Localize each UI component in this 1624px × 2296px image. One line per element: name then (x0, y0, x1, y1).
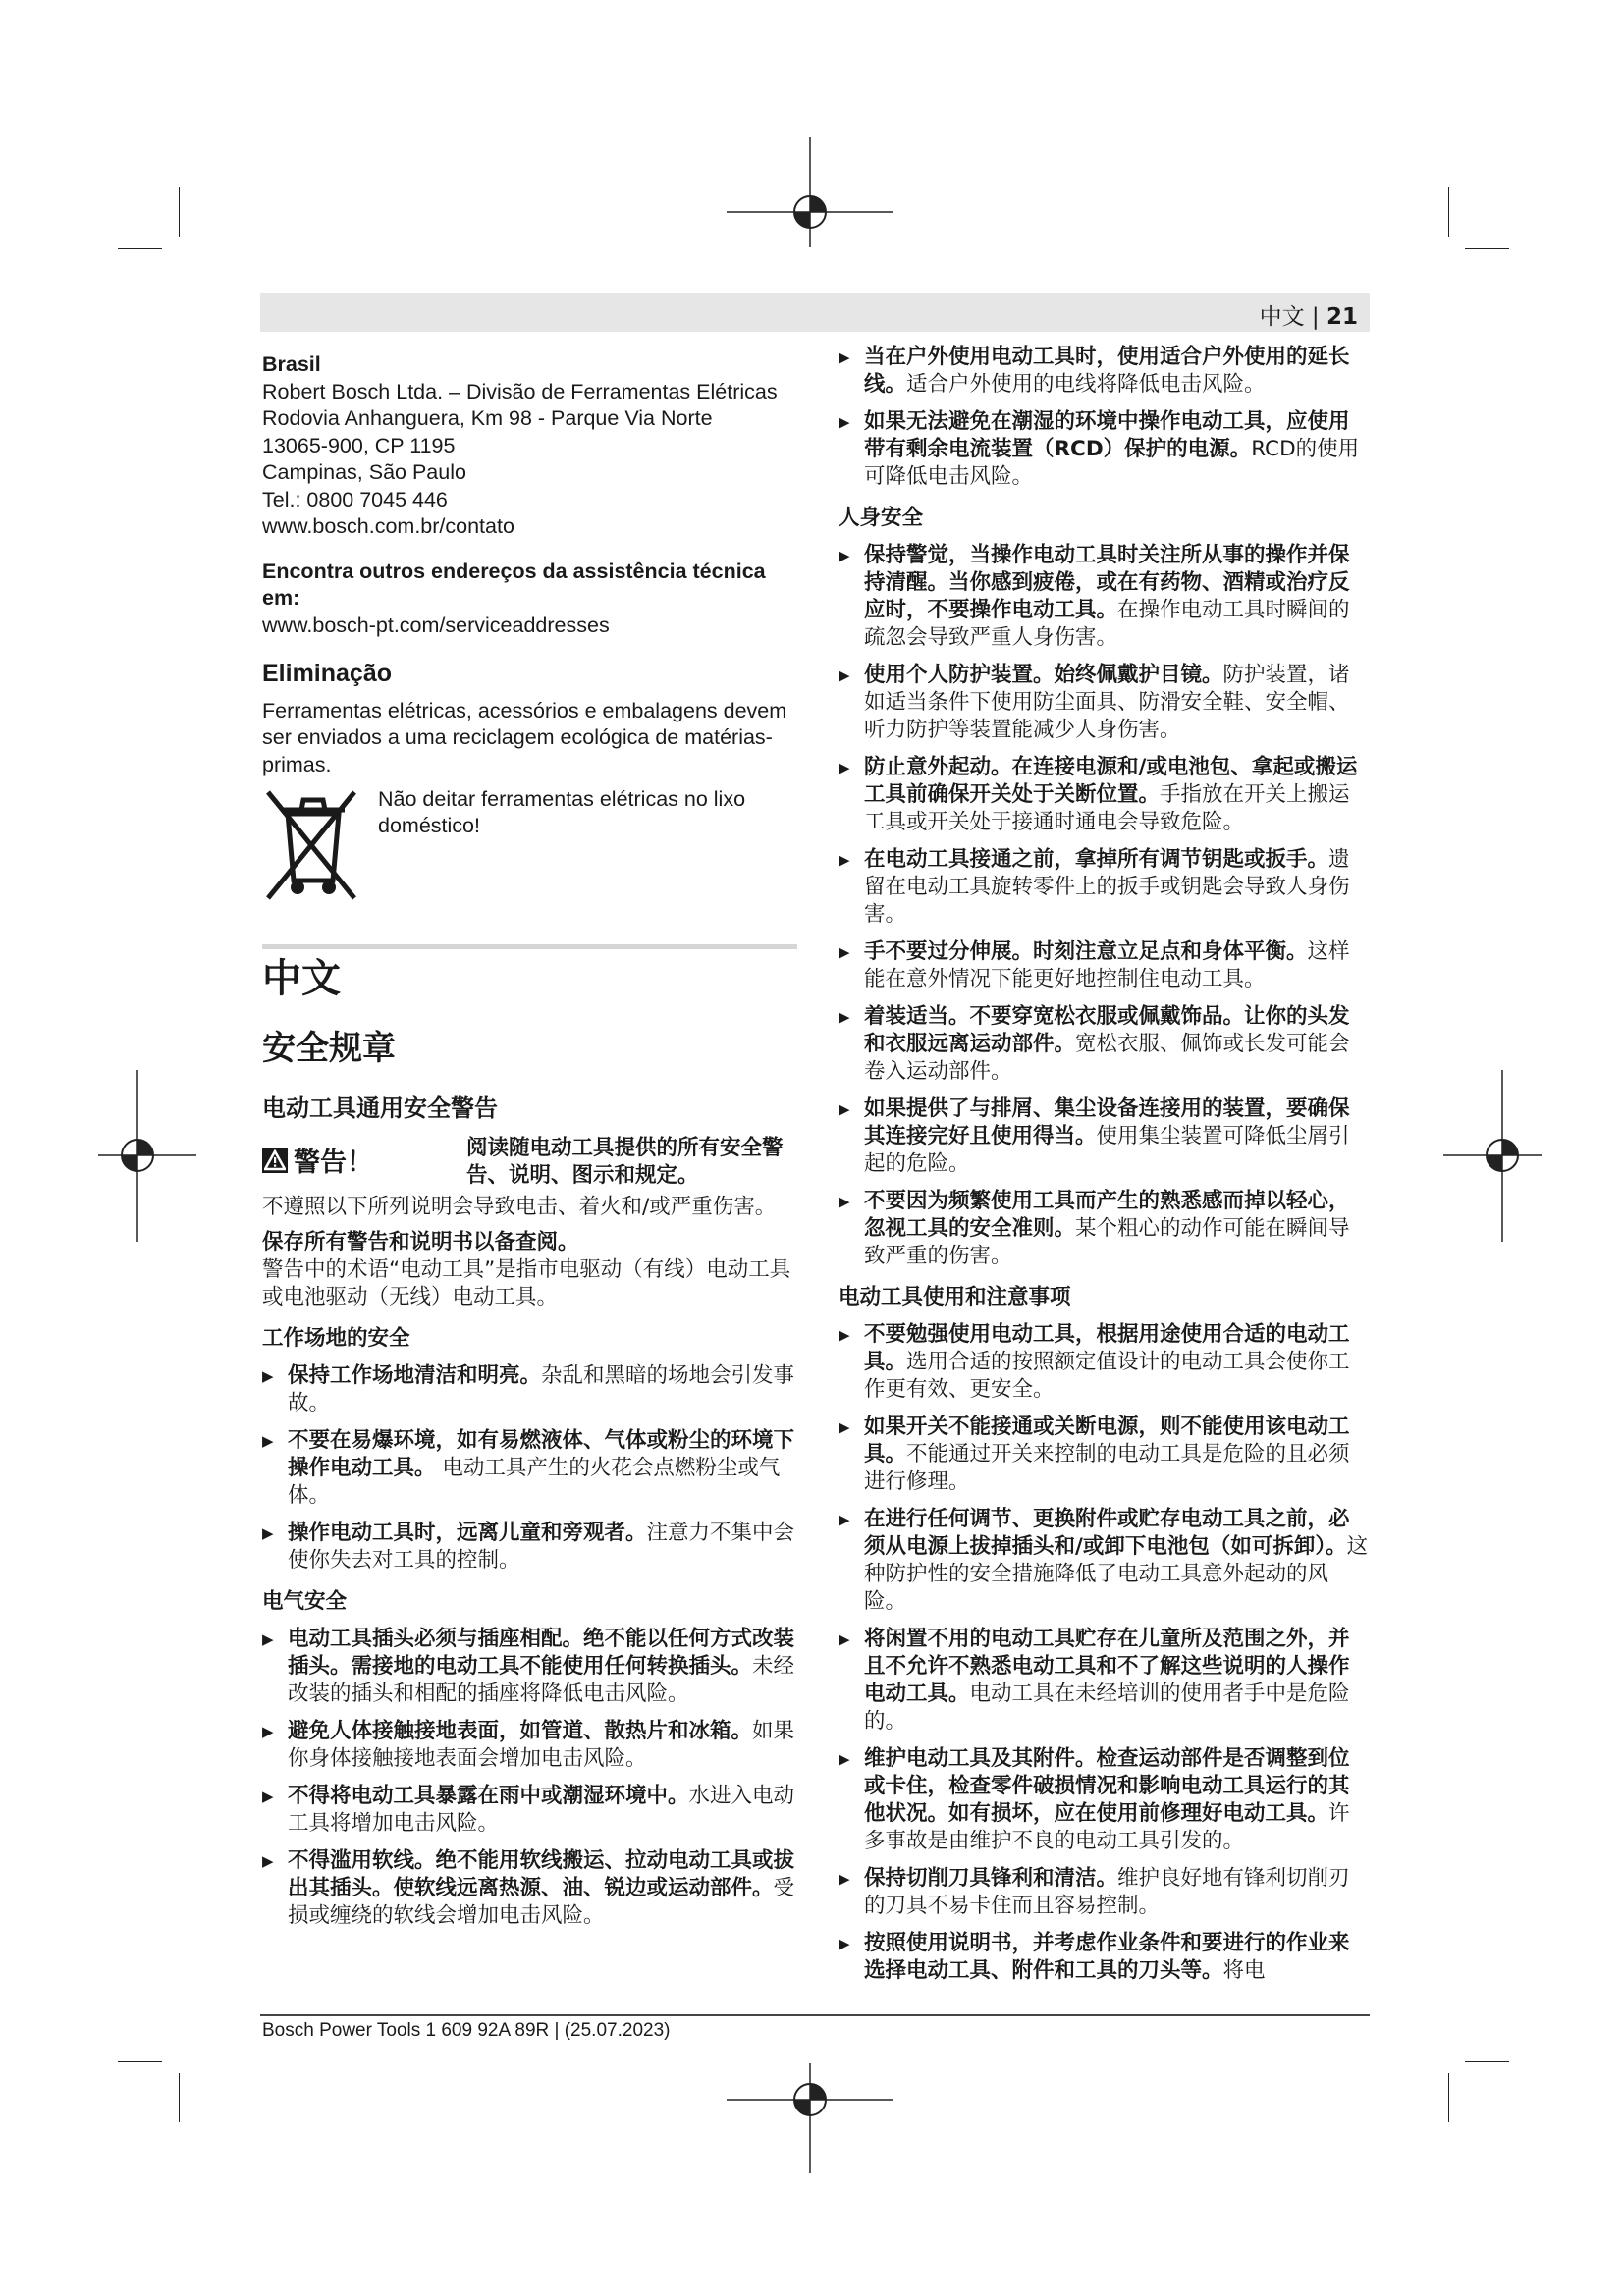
electrical-list (262, 1626, 797, 1930)
left-column (262, 351, 797, 909)
list-item: ▶ 使用个人防护装置。始终佩戴护目镜。防护装置，诸如适当条件下使用防尘面具、防滑安全鞋、安全帽、听力防护等装置能减少人身伤害。 (839, 662, 1369, 744)
header-section: 中文 | (1259, 304, 1326, 330)
work-area-heading: 工作场地的安全 (262, 1326, 410, 1351)
list-item: ▶ 避免人体接触接地表面，如管道、散热片和冰箱。如果你身体接触接地表面会增加电击风险。 (262, 1718, 797, 1773)
address-block (262, 351, 797, 639)
list-item: ▶ 着装适当。不要穿宽松衣服或佩戴饰品。让你的头发和衣服远离运动部件。宽松衣服、佩饰或长发可能会卷入运动部件。 (839, 1003, 1369, 1086)
footer-text: Bosch Power Tools 1 609 92A 89R | (25.07.2023) (262, 2020, 671, 2041)
list-item: ▶ 在进行任何调节、更换附件或贮存电动工具之前，必须从电源上拔掉插头和/或卸下电池包（如可拆卸）。这种防护性的安全措施降低了电动工具意外起动的风险。 (839, 1506, 1369, 1616)
warning-bold-text: 阅读随电动工具提供的所有安全警告、说明、图示和规定。 (466, 1136, 784, 1188)
list-item: ▶ 手不要过分伸展。时刻注意立足点和身体平衡。这样能在意外情况下能更好地控制住电动工具。 (839, 938, 1369, 993)
list-item: ▶ 当在户外使用电动工具时，使用适合户外使用的延长线。适合户外使用的电线将降低电击风险。 (839, 344, 1369, 399)
list-item: ▶ 保持切削刀具锋利和清洁。维护良好地有锋利切削刃的刀具不易卡住而且容易控制。 (839, 1865, 1369, 1920)
list-item: ▶ 保持工作场地清洁和明亮。杂乱和黑暗的场地会引发事故。 (262, 1362, 797, 1417)
crossed-out-wheelie-bin-icon (262, 786, 360, 904)
warning-signal (262, 1141, 373, 1179)
term-definition: 警告中的术语“电动工具”是指市电驱动（有线）电动工具或电池驱动（无线）电动工具。 (262, 1257, 791, 1309)
more-addresses-heading: Encontra outros endereços da assistência técnica em: (262, 559, 766, 610)
more-addresses-url: www.bosch-pt.com/serviceaddresses (262, 613, 610, 637)
header-label (1260, 298, 1358, 331)
address-line: www.bosch.com.br/contato (262, 514, 514, 538)
list-item: ▶ 在电动工具接通之前，拿掉所有调节钥匙或扳手。遗留在电动工具旋转零件上的扳手或钥匙会导致人身伤害。 (839, 846, 1369, 929)
language-heading: 中文 (262, 956, 341, 1001)
registration-mark-top (727, 137, 893, 247)
list-item: ▶ 将闲置不用的电动工具贮存在儿童所及范围之外，并且不允许不熟悉电动工具和不了解这些说明的人操作电动工具。电动工具在未经培训的使用者手中是危险的。 (839, 1626, 1369, 1735)
list-item: ▶ 电动工具插头必须与插座相配。绝不能以任何方式改装插头。需接地的电动工具不能使用任何转换插头。未经改装的插头和相配的插座将降低电击风险。 (262, 1626, 797, 1708)
address-line: Campinas, São Paulo (262, 460, 466, 484)
disposal-notice (262, 786, 797, 909)
registration-mark-right (1443, 1070, 1542, 1242)
list-item: ▶ 不要因为频繁使用工具而产生的熟悉感而掉以轻心，忽视工具的安全准则。某个粗心的动作可能在瞬间导致严重的伤害。 (839, 1188, 1369, 1270)
address-line: 13065-900, CP 1195 (262, 433, 456, 457)
registration-mark-left (98, 1070, 196, 1242)
disposal-section (262, 661, 797, 909)
warning-triangle-icon (262, 1148, 288, 1173)
warning-signal-word: 警告！ (294, 1148, 373, 1178)
use-care-heading: 电动工具使用和注意事项 (839, 1285, 1071, 1309)
electrical-list-continued (839, 344, 1369, 491)
section-divider (262, 944, 797, 949)
keep-instructions: 保存所有警告和说明书以备查阅。 (262, 1230, 579, 1255)
general-warnings-heading: 电动工具通用安全警告 (262, 1095, 498, 1122)
disposal-icon-text: Não deitar ferramentas elétricas no lixo doméstico! (378, 787, 746, 837)
list-item: ▶ 如果无法避免在潮湿的环境中操作电动工具，应使用带有剩余电流装置（RCD）保护的电源。RCD的使用可降低电击风险。 (839, 408, 1369, 491)
footer-rule (260, 2014, 1370, 2016)
list-item: ▶ 操作电动工具时，远离儿童和旁观者。注意力不集中会使你失去对工具的控制。 (262, 1520, 797, 1575)
address-line: Robert Bosch Ltda. – Divisão de Ferramentas Elétricas (262, 379, 778, 403)
disposal-text: Ferramentas elétricas, acessórios e embalagens devem ser enviados a uma reciclagem ecológica de matérias-primas. (262, 698, 787, 776)
work-area-list (262, 1362, 797, 1575)
list-item: ▶ 如果提供了与排屑、集尘设备连接用的装置，要确保其连接完好且使用得当。使用集尘装置可降低尘屑引起的危险。 (839, 1095, 1369, 1178)
address-line: Rodovia Anhanguera, Km 98 - Parque Via Norte (262, 406, 713, 430)
safety-heading: 安全规章 (262, 1029, 396, 1068)
page-number: 21 (1326, 304, 1358, 330)
warning-block (262, 1135, 797, 1194)
address-line: Tel.: 0800 7045 446 (262, 487, 448, 511)
list-item: ▶ 保持警觉，当操作电动工具时关注所从事的操作并保持清醒。当你感到疲倦，或在有药物、酒精或治疗反应时，不要操作电动工具。在操作电动工具时瞬间的疏忽会导致严重人身伤害。 (839, 542, 1369, 652)
list-item: ▶ 不得将电动工具暴露在雨中或潮湿环境中。水进入电动工具将增加电击风险。 (262, 1783, 797, 1838)
use-care-list (839, 1321, 1369, 1985)
list-item: ▶ 维护电动工具及其附件。检查运动部件是否调整到位或卡住，检查零件破损情况和影响电动工具运行的其他状况。如有损坏，应在使用前修理好电动工具。许多事故是由维护不良的电动工具引发的。 (839, 1745, 1369, 1855)
personal-safety-heading: 人身安全 (839, 506, 924, 530)
list-item: ▶ 不要在易爆环境，如有易燃液体、气体或粉尘的环境下操作电动工具。 电动工具产生的火花会点燃粉尘或气体。 (262, 1427, 797, 1510)
address-country: Brasil (262, 352, 321, 376)
registration-mark-bottom (727, 2063, 893, 2173)
personal-safety-list (839, 542, 1369, 1270)
electrical-heading: 电气安全 (262, 1589, 348, 1614)
warning-text: 不遵照以下所列说明会导致电击、着火和/或严重伤害。 (262, 1195, 777, 1219)
list-item: ▶ 不要勉强使用电动工具，根据用途使用合适的电动工具。选用合适的按照额定值设计的电动工具会使你工作更有效、更安全。 (839, 1321, 1369, 1404)
page-header (260, 293, 1370, 332)
list-item: ▶ 按照使用说明书，并考虑作业条件和要进行的作业来选择电动工具、附件和工具的刀头等。将电 (839, 1930, 1369, 1985)
list-item: ▶ 不得滥用软线。绝不能用软线搬运、拉动电动工具或拔出其插头。使软线远离热源、油、锐边或运动部件。受损或缠绕的软线会增加电击风险。 (262, 1847, 797, 1930)
left-column-chinese (262, 954, 797, 1930)
list-item: ▶ 如果开关不能接通或关断电源，则不能使用该电动工具。不能通过开关来控制的电动工具是危险的且必须进行修理。 (839, 1414, 1369, 1496)
list-item: ▶ 防止意外起动。在连接电源和/或电池包、拿起或搬运工具前确保开关处于关断位置。手指放在开关上搬运工具或开关处于接通时通电会导致危险。 (839, 754, 1369, 836)
disposal-heading: Eliminação (262, 660, 392, 687)
right-column (839, 344, 1369, 1985)
